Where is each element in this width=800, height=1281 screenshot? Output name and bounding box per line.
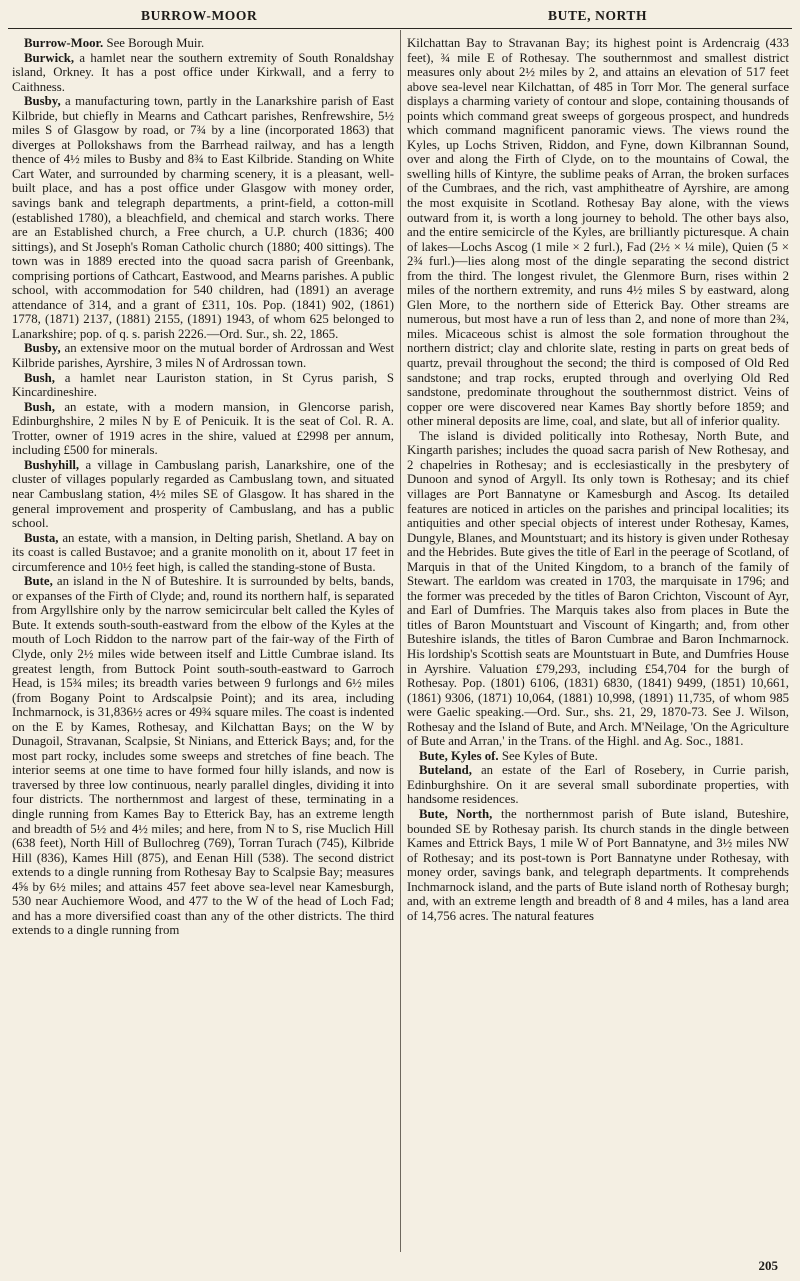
entry-busby-town: Busby, a manufacturing town, partly in the Lanarkshire parish of East Kilbride, but chiefly in Mearns and Cathcart parishes, Renfrewshire, 5½ miles S of Glasgow by road, or 7¾ by a line (incorporated 1863) that diverges at Pollokshaws from the Barrhead railway, and has a length thence of 4½ miles to Busby and 8¾ to East Kilbride. Standing on White Cart Water, and surrounded by charming scenery, it is a pleasant, well-built place, and has a post office under Glasgow with money order, savings bank and telegraph departments, a print-field, a cotton-mill (established 1780), a bleachfield, and chemical and starch works. There are an Established church, a Free church, a U.P. church (1836; 400 sittings), and St Joseph's Roman Catholic church (1880; 400 sittings). The town was in 1889 erected into the quoad sacra parish of Greenbank, comprising portions of Cathcart, Eastwood, and Mearns parishes. A public school, with accommodation for 540 children, had (1891) an average attendance of 314, and a grant of £311, 10s. Pop. (1841) 902, (1861) 1778, (1871) 2137, (1881) 2155, (1891) 1943, of whom 625 belonged to Lanarkshire; pop. of q. s. parish 2226.—Ord. Sur., sh. 22, 1865. bbox=[12, 94, 394, 341]
entry-bute-politics: The island is divided politically into Rothesay, North Bute, and Kingarth parishes; includes the quoad sacra parish of New Rothesay, and 2 chapelries in Rothesay; and is ecclesiastically in the presbytery of Dunoon and synod of Argyll. Its only town is Rothesay; and its chief villages are Port Bannatyne or Kamesburgh and Ascog. Its detailed features are noticed in articles on the parishes and principal localities; its antiquities and other special objects of interest under Rothesay, Kames, Dungyle, Blanes, and Mountstuart; and its history is given under Rothesay and the Hebrides. Bute gives the title of Earl in the peerage of Scotland, of Marquis in that of the United Kingdom, to a branch of the family of Stewart. The earldom was created in 1703, the marquisate in 1796; and the former was preceded by the titles of Baron Crichton, Viscount of Ayr, and Earl of Dumfries. The Marquis takes also from places in Bute the titles of Baron Mountstuart and Viscount of Kingarth; and, from other Buteshire islands, the titles of Baron Cumbrae and Baron Inchmarnock. His lordship's Scottish seats are Mountstuart in Bute, and Dumfries House in Ayrshire. Valuation £79,293, including £54,704 for the burgh of Rothesay. Pop. (1801) 6106, (1831) 6830, (1841) 9499, (1851) 10,661, (1861) 9306, (1871) 10,064, (1881) 10,998, (1891) 11,735, of whom 985 were Gaelic speaking.—Ord. Sur., shs. 21, 29, 1870-73. See J. Wilson, Rothesay and the Island of Bute, and Arch. M'Neilage, 'On the Agriculture of Bute and Arran,' in the Trans. of the Highl. and Ag. Soc., 1881. bbox=[407, 428, 789, 749]
left-column bbox=[12, 36, 394, 938]
entry-burwick: Burwick, a hamlet near the southern extremity of South Ronaldshay island, Orkney. It has a post office under Kirkwall, and a ferry to Caithness. bbox=[12, 50, 394, 94]
entry-bute-continued: Kilchattan Bay to Stravanan Bay; its highest point is Ardencraig (433 feet), ¾ mile E of Rothesay. The southernmost and smallest district measures only about 2½ miles by 2, and attains an elevation of 517 feet above sea-level near Kilchattan, of 485 in Torr Mor. The general surface displays a charming variety of contour and slope, containing thousands of points which command great sweeps of gorgeous prospect, and hundreds which command magnificent panoramic views. The views round the Kyles, up Lochs Striven, Riddon, and Fyne, down Kilbrannan Sound, over and along the Firth of Clyde, on to the mountains of Cowal, the swelling hills of Kintyre, the sublime peaks of Arran, the broken surfaces of the Cumbraes, and the rich, vast amphitheatre of Ayrshire, are among the most exquisite in Scotland. Rothesay Bay alone, with the views outward from it, is worth a long journey to behold. The other bays also, and the entire semicircle of the Kyles, are brilliantly picturesque. A chain of lakes—Lochs Ascog (1 mile × 2 furl.), Fad (2½ × ¼ mile), Quien (5 × 2¾ furl.)—lies along most of the dingle separating the second district from the third. The longest rivulet, the Glenmore Burn, rises within 2 miles of the northern extremity, and runs 4½ miles S by eastward, along Glen More, to the northern side of Etterick Bay. Other streams are numerous, but most have a run of less than 2, and none of more than 2¾, miles. Micaceous schist is almost the sole formation throughout the northern district; clay and chlorite slate, resting in parts on great beds of quartz, prevail throughout the second; the third is composed of Old Red sandstone; and trap rocks, erupted through and overlying Old Red sandstone, predominate throughout the southernmost district. Veins of copper ore were discovered near Kames Bay shortly before 1859; and other mineral deposits are lime, coal, and slate, but all of inferior quality. bbox=[407, 36, 789, 429]
entry-bush-estate: Bush, an estate, with a modern mansion, in Glencorse parish, Edinburghshire, 2 miles N by E of Penicuik. It is the seat of Col. R. A. Trotter, owner of 1919 acres in the shire, valued at £2998 per annum, including £500 for minerals. bbox=[12, 399, 394, 458]
running-head bbox=[8, 6, 792, 28]
running-head-left: BURROW-MOOR bbox=[141, 8, 258, 23]
entry-busta: Busta, an estate, with a mansion, in Delting parish, Shetland. A bay on its coast is called Bustavoe; and a granite monolith on it, about 17 feet in circumference and 10½ feet high, is called the standing-stone of Busta. bbox=[12, 530, 394, 574]
entry-kyles-of-bute: Bute, Kyles of. See Kyles of Bute. bbox=[419, 748, 598, 763]
running-head-right: BUTE, NORTH bbox=[548, 8, 648, 23]
entry-bute-north: Bute, North, the northernmost parish of Bute island, Buteshire, bounded SE by Rothesay parish. Its church stands in the dingle between Kames and Ettrick Bays, 1 mile W of Port Bannatyne, and 3½ miles NW of Rothesay; and its post-town is Port Bannatyne under Rothesay, with money order, savings bank, and telegraph departments. It comprehends Inchmarnock island, and the parts of Bute island north of Rothesay burgh; and, with an extreme length and breadth of 8 and 4 miles, has a land area of 14,756 acres. The natural features bbox=[407, 806, 789, 923]
entry-bush-hamlet: Bush, a hamlet near Lauriston station, in St Cyrus parish, S Kincardineshire. bbox=[12, 370, 394, 400]
page-number: 205 bbox=[758, 1258, 778, 1273]
entry-busby-moor: Busby, an extensive moor on the mutual border of Ardrossan and West Kilbride parishes, Ayrshire, 3 miles N of Ardrossan town. bbox=[12, 341, 394, 371]
column-divider bbox=[400, 30, 401, 1252]
entry-buteland: Buteland, an estate of the Earl of Rosebery, in Currie parish, Edinburghshire. On it are several small subordinate properties, with handsome residences. bbox=[407, 763, 789, 807]
entry-bute: Bute, an island in the N of Buteshire. It is surrounded by belts, bands, or expanses of the Firth of Clyde; and, round its northern half, is separated from Argyllshire only by the narrow semicircular belt called the Kyles of Bute. It extends south-south-eastward from the elbow of the Kyles at the mouth of Loch Riddon to the narrow part of the fair-way of the Firth of Clyde, only 2½ miles wide between itself and Little Cumbrae island. Its greatest length, from Buttock Point south-south-eastward to Garroch Head, is 15¾ miles; its breadth varies between 9 furlongs and 6½ miles (from Bogany Point to Ardscalpsie Point); and its area, including Inchmarnock, is 31,836½ acres or 49¾ square miles. The coast is indented on the E by Kames, Rothesay, and Kilchattan Bays; on the W by Dunagoil, Stravanan, Scalpsie, St Ninians, and Etterick Bays; and, for the most part rocky, includes some sweeps and stretches of fine beach. The interior seems at one time to have formed four hilly islands, and now is traversed by three low continuous, nearly parallel dingles, dividing it into four districts. The northernmost and largest of these, terminating in a dingle running from Kames Bay to Etterick Bay, has an extreme length and breadth of 5½ and 4½ miles; and here, from N to S, rise Muclich Hill (638 feet), North Hill of Bullochreg (769), Torran Turach (745), Kilbride Hill (836), Kames Hill (875), and Eenan Hill (538). The second district extends to a dingle running from Rothesay Bay to Scalpsie Bay; measures 4⅝ by 6½ miles; and attains 457 feet above sea-level near Kamesburgh, 530 near Auchiemore Wood, and 477 to the W of the head of Loch Fad; and has a more diversified coast than any of the other districts. The third extends to a dingle running from bbox=[12, 574, 394, 938]
right-column bbox=[407, 36, 789, 923]
entry-burrow-moor: Burrow-Moor. See Borough Muir. bbox=[24, 36, 205, 50]
entry-bushyhill: Bushyhill, a village in Cambuslang parish, Lanarkshire, one of the cluster of villages popularly regarded as Cambuslang town, and situated near Cambuslang station, 4½ miles SE of Glasgow. It has shared in the general improvement and prosperity of Cambuslang, and has a public school. bbox=[12, 457, 394, 531]
header-rule bbox=[8, 28, 792, 29]
